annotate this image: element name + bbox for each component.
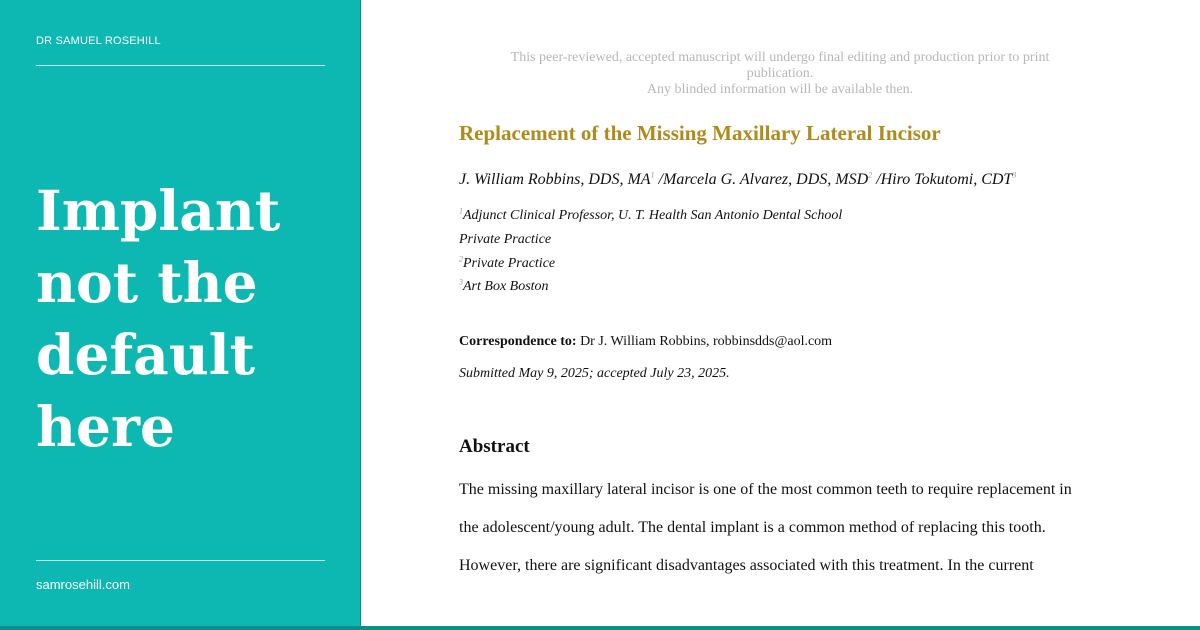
correspondence	[459, 334, 832, 350]
author-list	[459, 171, 1016, 189]
headline-line: default	[36, 322, 256, 387]
author-name: /Marcela G. Alvarez, DDS, MSD	[658, 171, 869, 188]
correspondence-value: Dr J. William Robbins, robbinsdds@aol.com	[580, 334, 833, 349]
abstract-line: the adolescent/young adult. The dental implant is a common method of replacing this tooth.	[459, 519, 1046, 536]
affiliation-superscript: 2	[459, 254, 463, 264]
affiliation	[459, 256, 555, 272]
correspondence-label: Correspondence to:	[459, 334, 577, 349]
top-divider	[36, 65, 325, 66]
site-url[interactable]: samrosehill.com	[36, 577, 130, 592]
author-superscript: 1	[650, 170, 655, 180]
manuscript-notice	[481, 50, 1079, 98]
bottom-accent-bar	[0, 626, 1200, 630]
affiliation-text: Private Practice	[459, 232, 552, 247]
article-title: Replacement of the Missing Maxillary Lateral Incisor	[459, 121, 941, 145]
affiliation-text: Art Box Boston	[463, 279, 549, 294]
affiliation-text: Private Practice	[463, 256, 556, 271]
headline-line: not the	[36, 250, 258, 315]
author-superscript: 3	[1012, 170, 1017, 180]
manuscript-page	[361, 0, 1200, 626]
headline	[36, 175, 336, 463]
affiliation-superscript: 3	[459, 277, 463, 287]
notice-line: This peer-reviewed, accepted manuscript will undergo final editing and production prior to print publication.	[510, 50, 1050, 81]
author-superscript: 2	[868, 170, 873, 180]
headline-line: here	[36, 394, 175, 459]
submission-dates: Submitted May 9, 2025; accepted July 23, 2025.	[459, 366, 730, 381]
brand-name: DR SAMUEL ROSEHILL	[36, 35, 161, 47]
abstract-heading: Abstract	[459, 436, 530, 457]
affiliation	[459, 232, 551, 248]
headline-line: Implant	[36, 178, 281, 243]
notice-line: Any blinded information will be available then.	[646, 82, 914, 97]
author-name: /Hiro Tokutomi, CDT	[876, 171, 1013, 188]
affiliation	[459, 279, 549, 295]
abstract-line: However, there are significant disadvantages associated with this treatment. In the current	[459, 557, 1034, 574]
affiliation-text: Adjunct Clinical Professor, U. T. Health San Antonio Dental School	[463, 208, 843, 223]
sidebar-panel	[0, 0, 361, 626]
abstract-line: The missing maxillary lateral incisor is one of the most common teeth to require replacement in	[459, 481, 1072, 498]
affiliation	[459, 208, 842, 224]
author-name: J. William Robbins, DDS, MA	[459, 171, 651, 188]
bottom-divider	[36, 560, 325, 561]
affiliation-superscript: 1	[459, 206, 463, 216]
